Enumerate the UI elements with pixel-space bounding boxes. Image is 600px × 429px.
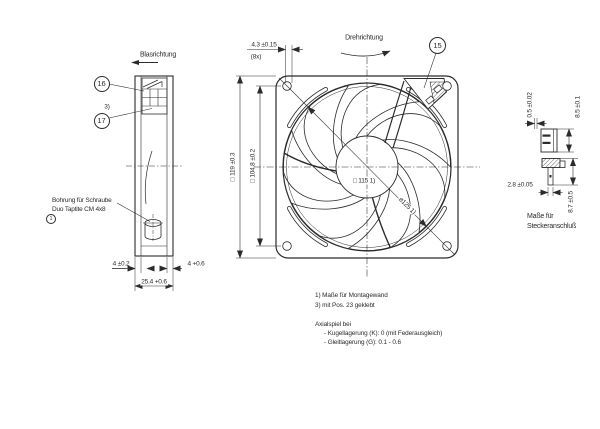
dim-254: 25.4 +0.6 <box>141 278 167 286</box>
connector-label-line1: Maße für <box>527 213 554 220</box>
bohrung-label-line1: Bohrung für Schraube <box>52 197 112 204</box>
dim-diag-125: ø125 1) <box>397 196 417 216</box>
pos-1-marker: 1 <box>46 214 56 224</box>
dim-width-85: 8.5 ±0.1 <box>574 96 582 118</box>
note-3: 3) mit Pos. 23 geklebt <box>315 302 375 309</box>
drehrichtung-label: Drehrichtung <box>345 34 383 42</box>
dim-pin-28: 2.8 ±0.05 <box>507 181 533 189</box>
callout-17: 17 <box>94 113 110 129</box>
dim-depth-87: 8.7 ±0.5 <box>567 191 575 213</box>
note-axial-kugel: - Kugellagerung (K): 0 (mit Federausgleich) <box>324 330 443 337</box>
connector-detail-linework <box>525 118 578 196</box>
dim-4-06: 4 +0.6 <box>187 260 205 268</box>
dim-slot-05: 0.5 ±0.02 <box>526 92 534 118</box>
side-view-linework <box>109 60 182 291</box>
dim-mount-115: □ 115 1) <box>352 177 376 185</box>
note-axial-title: Axialspiel bei <box>315 321 351 328</box>
front-view-linework <box>236 45 480 277</box>
bohrung-label-line2: Duo Taptite CM 4x8 <box>52 206 106 213</box>
blasrichtung-label: Blasrichtung <box>139 51 177 59</box>
callout-15: 15 <box>429 37 446 54</box>
note-1: 1) Maße für Montagewand <box>315 292 388 299</box>
note-axial-gleit: - Gleitlagerung (G): 0.1 - 0.6 <box>324 338 401 346</box>
dim-pitch-1048: □ 104.8 ±0.2 <box>249 148 257 184</box>
dim-outer-119: □ 119 ±0.3 <box>229 152 237 182</box>
callout-16: 16 <box>94 76 110 92</box>
connector-label-line2: Steckeranschluß <box>527 223 577 230</box>
dim-hole-count: (8x) <box>250 53 262 61</box>
ref-3-label: 3) <box>104 103 110 111</box>
dim-4-02: 4 ±0.2 <box>112 260 130 268</box>
dim-hole-43: 4.3 ±0.15 <box>251 41 277 49</box>
